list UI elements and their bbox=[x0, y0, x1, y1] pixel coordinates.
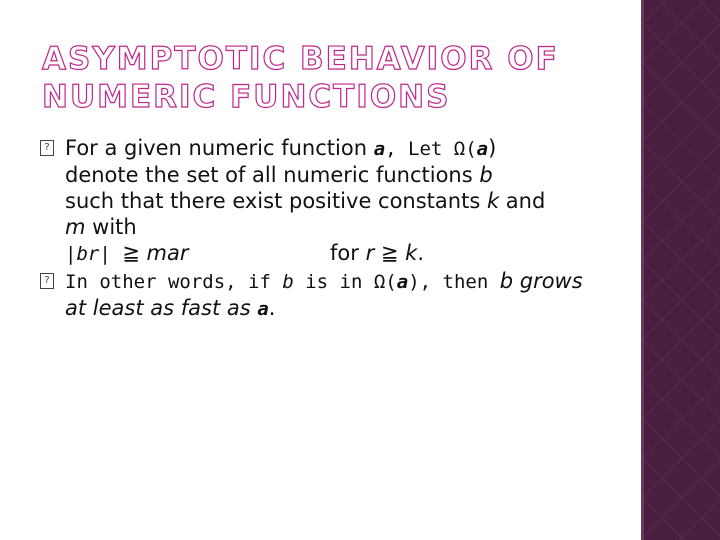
var-a: a bbox=[396, 271, 409, 293]
var-a: a bbox=[257, 298, 269, 320]
bullet-1-line-1 bbox=[65, 135, 610, 162]
text: ) bbox=[488, 136, 497, 160]
text: is in Ω( bbox=[293, 271, 397, 293]
var-m: m bbox=[65, 215, 86, 239]
text: for bbox=[330, 241, 366, 265]
bullet-1-line-2 bbox=[65, 162, 610, 188]
text: For a given numeric function bbox=[65, 136, 374, 160]
var-k: k bbox=[405, 241, 418, 265]
formula-lhs bbox=[65, 240, 188, 267]
bullet-1-line-4 bbox=[65, 214, 610, 240]
var-b: b bbox=[479, 163, 493, 187]
text: . bbox=[417, 241, 425, 265]
formula-rhs bbox=[330, 240, 424, 266]
slide-title bbox=[42, 40, 602, 116]
bullet-2 bbox=[40, 268, 610, 322]
var-a: a bbox=[476, 138, 489, 160]
abs-bar: | bbox=[65, 243, 77, 265]
text: . bbox=[268, 296, 276, 320]
bullet-2-line-1 bbox=[65, 268, 610, 295]
bullet-1-line-3 bbox=[65, 188, 610, 214]
geq-symbol: ≧ bbox=[122, 241, 147, 265]
text: , Let Ω( bbox=[385, 138, 477, 160]
inequality-formula bbox=[40, 240, 610, 268]
var-r: r bbox=[365, 241, 375, 265]
var-k: k bbox=[486, 189, 500, 213]
bullet-1 bbox=[40, 135, 610, 240]
bullet-box-icon: ? bbox=[40, 140, 54, 156]
abs-bar: | bbox=[99, 243, 123, 265]
text: denote the set of all numeric functions bbox=[65, 163, 480, 187]
var-b: b bbox=[282, 271, 294, 293]
text: such that there exist positive constants bbox=[65, 189, 487, 213]
title-line-1: ASYMPTOTIC BEHAVIOR OF bbox=[42, 41, 559, 77]
text: with bbox=[85, 215, 137, 239]
var-a: a bbox=[373, 138, 386, 160]
decorative-side-band bbox=[641, 0, 720, 540]
slide-body bbox=[40, 135, 610, 322]
geq-symbol: ≧ bbox=[374, 241, 406, 265]
text: and bbox=[499, 189, 546, 213]
var-b: b bbox=[499, 269, 514, 293]
bullet-2-line-2 bbox=[65, 295, 610, 322]
text-grows: grows bbox=[513, 269, 583, 293]
title-line-2: NUMERIC FUNCTIONS bbox=[42, 79, 451, 115]
var-mar: mar bbox=[146, 241, 189, 265]
bullet-box-icon: ? bbox=[40, 273, 54, 289]
text: In other words, if bbox=[65, 271, 283, 293]
text: ), then bbox=[408, 271, 500, 293]
text: at least as fast as bbox=[65, 296, 258, 320]
var-br: br bbox=[76, 243, 100, 265]
